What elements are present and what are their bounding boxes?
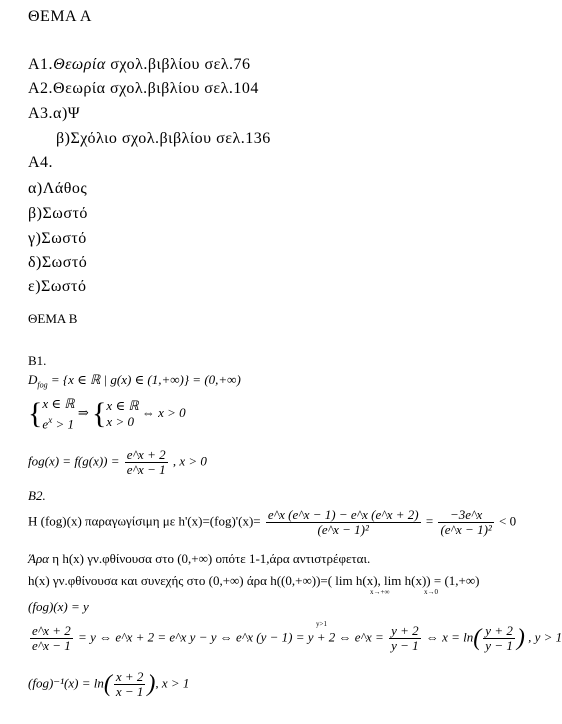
eq-cond: , y > 1 [528,629,562,645]
eq-den2: y − 1 [391,638,419,653]
deriv-lt: < 0 [499,513,517,529]
continuity-line: h(x) γν.φθίνουσα και συνεχής στο (0,+∞) άρα h((0,+∞))=( lim h(x), lim h(x)) = (1,+∞) [28,573,480,588]
deriv-text: Η (fog)(x) παραγωγίσιμη με h'(x)=(fog)'(x)= [28,513,261,529]
a3-line: Α3.α)Ψ [28,105,81,122]
system-line [28,396,186,432]
domain-sub: fog [37,380,48,390]
deriv-den: (e^x − 1)² [317,522,369,537]
solve-fraction-2 [389,624,421,653]
a1-label: Α1. [28,56,54,73]
fogy-line: (fog)(x) = y [28,599,89,614]
a2-line: Α2.Θεωρία σχολ.βιβλίου σελ.104 [28,80,259,97]
limit-sub-2: x→0 [424,588,438,596]
eq-ln: ⇔ x = ln [425,629,474,645]
deriv-num2: −3e^x [438,508,493,523]
ara-italic: Άρα [28,551,50,566]
ara-rest: η h(x) γν.φθίνουσα στο (0,+∞) οπότε 1-1,άρα αντιστρέφεται. [49,551,371,566]
system-arrow: ⇒ [77,405,89,421]
deriv-eq: = [425,513,434,529]
a4-item-e: ε)Σωστό [28,278,87,295]
a4-item-d: δ)Σωστό [28,254,88,271]
deriv-num: e^x (e^x − 1) − e^x (e^x + 2) [267,507,419,522]
eq-num: e^x + 2 [32,623,71,638]
arrow-over-label: y>1 [316,620,327,628]
b1-label: Β1. [28,353,47,368]
inv-den: x − 1 [115,684,144,699]
domain-line [28,372,241,390]
eq-den: e^x − 1 [32,638,71,653]
sys2-bot: x > 0 [106,414,134,430]
left-brace-1: { [28,397,43,431]
eq-den3: y − 1 [485,638,513,653]
fog-line [28,448,207,477]
sys1-bot-rest: > 1 [52,416,74,432]
sys2-top: x ∈ ℝ [106,398,139,414]
fog-num: e^x + 2 [126,447,166,462]
deriv-fraction-1 [266,508,421,537]
sys1-bot-base: e [42,416,49,432]
a4-item-c: γ)Σωστό [28,230,87,247]
ara-line [28,551,370,567]
left-brace-2: { [92,397,107,431]
fog-den: e^x − 1 [126,462,166,477]
solve-fraction-3 [483,624,515,653]
domain-set: = {x ∈ ℝ | g(x) ∈ (1,+∞)} = (0,+∞) [50,372,241,387]
deriv-den2: (e^x − 1)² [440,522,492,537]
fog-cond: , x > 0 [172,453,207,469]
system-2 [106,398,138,430]
solve-fraction-1 [30,624,73,653]
a3b-line: β)Σχόλιο σχολ.βιβλίου σελ.136 [56,130,271,147]
heading-theme-b: ΘΕΜΑ Β [28,311,78,326]
eq-chain: = y ⇔ e^x + 2 = e^x y − y ⇔ e^x (y − 1) = y + 2 ⇔ e^x = [78,629,384,645]
solve-line: $\frac{e\^{}x + 2}{e\^{}x - 1}$ = y ⇔ e^x + 2 = e^x y − y ⇔ e^x (y − 1) = y + 2 ⇔ e^x = $\frac{y + 2}{y - 1}$ ⇔ x = ln( $\frac{y + 2}{y - 1}$ ) , y > 1 [32,623,562,653]
a1-rest: σχολ.βιβλίου σελ.76 [105,56,251,73]
system-1: x ∈ ℝ $e^x > 1$ [42,396,75,432]
limit-sub-1: x→+∞ [370,588,390,596]
a4-item-a: α)Λάθος [28,180,88,197]
deriv-fraction-2 [438,508,493,537]
fog-fraction [125,448,168,477]
a1-italic: Θεωρία [53,56,106,73]
a4-line: Α4. [28,154,54,171]
inverse-line: (fog)⁻¹(x) = ln( $\frac{x + 2}{x - 1}$ ), x > 1 [28,669,190,699]
domain-d: D [28,372,38,387]
a4-item-b: β)Σωστό [28,205,88,222]
heading-theme-a: ΘΕΜΑ Α [28,8,92,25]
inv-left: (fog)⁻¹(x) = ln [28,675,104,691]
eq-num3: y + 2 [485,623,513,638]
fog-left: fog(x) = f(g(x)) = [28,453,120,469]
b2-label: Β2. [28,488,46,503]
derivative-line [28,508,516,537]
eq-num2: y + 2 [391,623,419,638]
inv-cond: , x > 1 [155,675,190,691]
inv-fraction [114,670,146,699]
inv-num: x + 2 [115,669,144,684]
a1-line [28,56,251,74]
sys1-top: x ∈ ℝ [42,396,75,411]
system-result: ⇔ x > 0 [141,405,186,421]
